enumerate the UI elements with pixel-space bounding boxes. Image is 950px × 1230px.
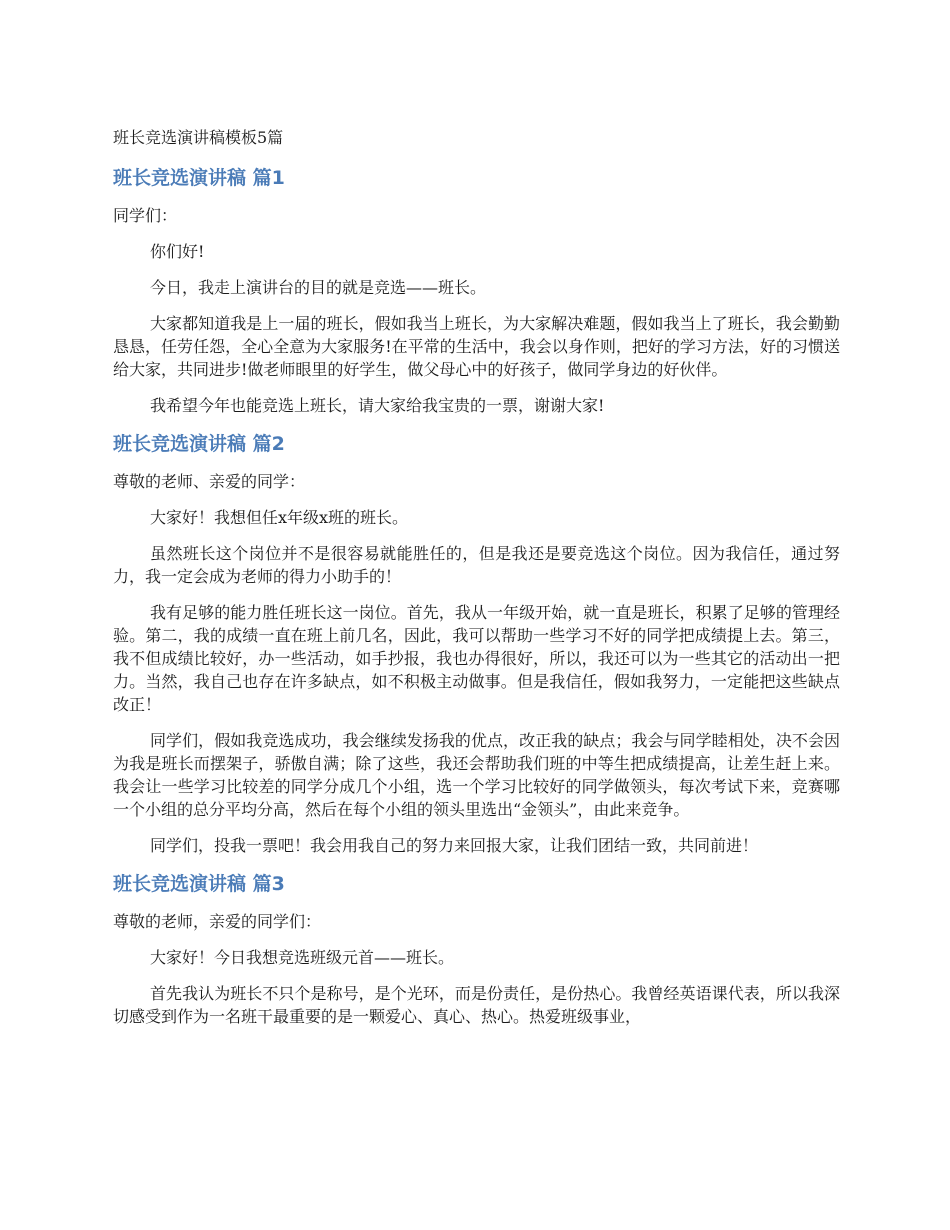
section-heading: 班长竞选演讲稿 篇1 bbox=[113, 167, 285, 189]
section-1 bbox=[113, 164, 840, 417]
paragraph: 今日，我走上演讲台的目的就是竞选——班长。 bbox=[150, 278, 487, 297]
paragraph: 虽然班长这个岗位并不是很容易就能胜任的，但是我还是要竞选这个岗位。因为我信任，通过努力，我一定会成为老师的得力小助手的！ bbox=[113, 544, 840, 586]
salutation: 尊敬的老师，亲爱的同学们： bbox=[113, 912, 322, 931]
paragraph: 大家都知道我是上一届的班长，假如我当上班长，为大家解决难题，假如我当上了班长，我会勤勤恳恳，任劳任怨，全心全意为大家服务!在平常的生活中，我会以身作则，把好的学习方法，好的习惯送给大家，共同进步!做老师眼里的好学生，做父母心中的好孩子，做同学身边的好伙伴。 bbox=[113, 314, 840, 379]
section-2 bbox=[113, 430, 840, 857]
document-title: 班长竞选演讲稿模板5篇 bbox=[113, 128, 284, 147]
section-3 bbox=[113, 870, 840, 1028]
paragraph: 你们好! bbox=[150, 242, 205, 261]
paragraph: 同学们，投我一票吧！我会用我自己的努力来回报大家，让我们团结一致，共同前进！ bbox=[150, 836, 759, 855]
section-heading: 班长竞选演讲稿 篇3 bbox=[113, 873, 285, 895]
paragraph: 首先我认为班长不只个是称号，是个光环，而是份责任，是份热心。我曾经英语课代表，所以我深切感受到作为一名班干最重要的是一颗爱心、真心、热心。热爱班级事业， bbox=[113, 984, 840, 1026]
document-body bbox=[113, 124, 840, 1041]
salutation: 尊敬的老师、亲爱的同学： bbox=[113, 472, 306, 491]
paragraph: 我有足够的能力胜任班长这一岗位。首先，我从一年级开始，就一直是班长，积累了足够的管理经验。第二，我的成绩一直在班上前几名，因此，我可以帮助一些学习不好的同学把成绩提上去。第三，我不但成绩比较好，办一些活动，如手抄报，我也办得很好，所以，我还可以为一些其它的活动出一把力。当然，我自己也存在许多缺点，如不积极主动做事。但是我信任，假如我努力，一定能把这些缺点改正！ bbox=[113, 603, 840, 714]
paragraph: 大家好！我想但任x年级x班的班长。 bbox=[150, 508, 409, 527]
paragraph: 大家好！今日我想竞选班级元首——班长。 bbox=[150, 948, 455, 967]
salutation: 同学们： bbox=[113, 206, 178, 225]
paragraph: 我希望今年也能竞选上班长，请大家给我宝贵的一票，谢谢大家! bbox=[150, 396, 605, 415]
paragraph: 同学们，假如我竞选成功，我会继续发扬我的优点，改正我的缺点；我会与同学睦相处，决不会因为我是班长而摆架子，骄傲自满；除了这些，我还会帮助我们班的中等生把成绩提高，让差生赶上来。我会让一些学习比较差的同学分成几个小组，选一个学习比较好的同学做领头，每次考试下来，竞赛哪一个小组的总分平均分高，然后在每个小组的领头里选出“金领头”，由此来竞争。 bbox=[113, 731, 840, 819]
section-heading: 班长竞选演讲稿 篇2 bbox=[113, 433, 285, 455]
